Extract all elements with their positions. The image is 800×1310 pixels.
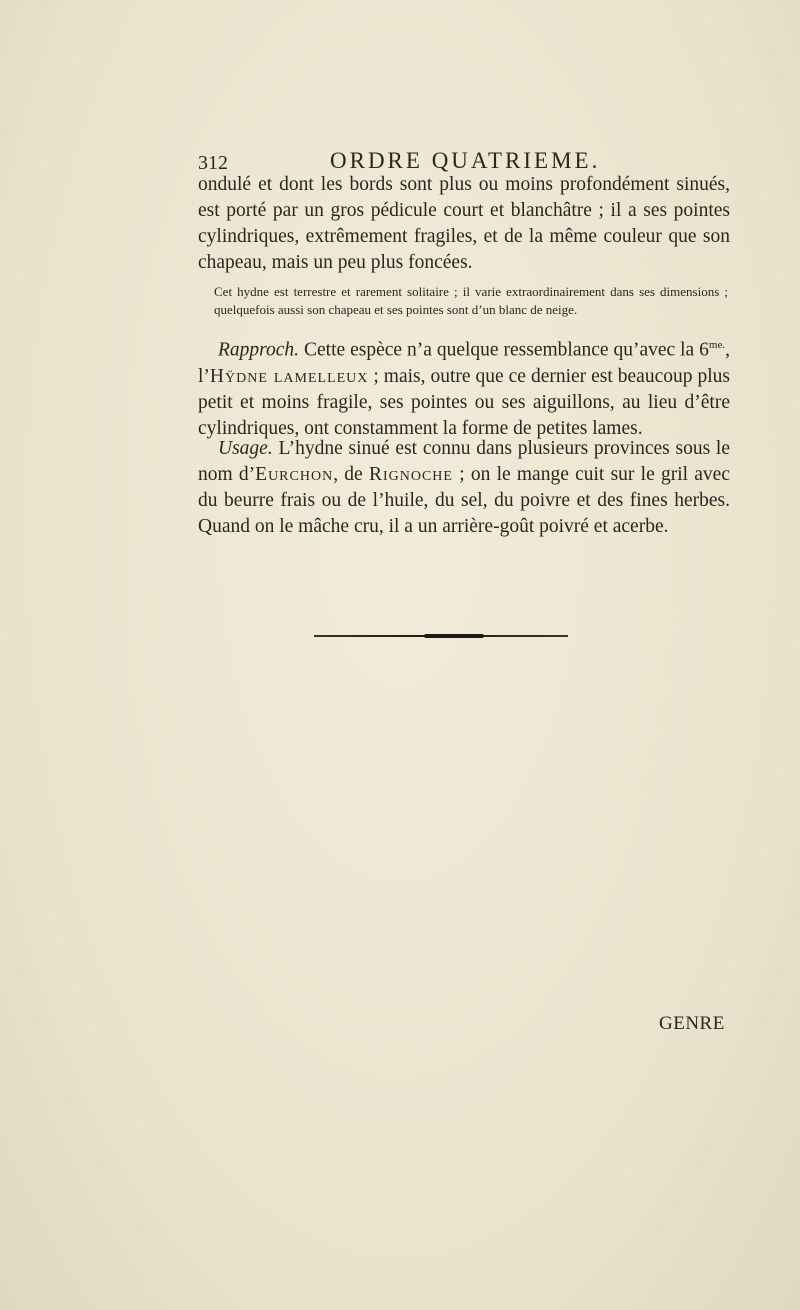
running-title: ORDRE QUATRIEME. xyxy=(330,148,601,173)
rapproch-species-name: Hÿdne lamelleux xyxy=(209,365,369,387)
usage-text-b: , de xyxy=(333,464,369,485)
catchword: GENRE xyxy=(659,1013,725,1034)
paragraph-description: ondulé et dont les bords sont plus ou moins profondément sinués, est porté par un gros pédicule court et blanchâtre ; il a ses pointes cylindriques, extrêmement fragiles, et de la même couleur que son chapeau, mais un peu plus foncées. xyxy=(198,174,730,273)
paragraph-rapproch xyxy=(198,332,730,442)
rapproch-superscript: me. xyxy=(708,339,726,351)
rapproch-label: Rapproch. xyxy=(218,339,300,361)
usage-common-name-2: Rignoche xyxy=(368,464,453,485)
usage-text-c: ; on le mange cuit sur le gril avec du beurre frais ou de l’huile, du sel, du poivre et des fines herbes. Quand on le mâche cru, il a un arrière-goût poivré et acerbe. xyxy=(198,464,730,537)
page-number: 312 xyxy=(198,152,228,174)
section-divider xyxy=(314,635,568,637)
footnote-habitat: Cet hydne est terrestre et rarement solitaire ; il varie extraordinairement dans ses dimensions ; quelquefois aussi son chapeau et ses pointes sont d’un blanc de neige. xyxy=(214,284,728,317)
usage-common-name-1: Eurchon xyxy=(255,464,334,485)
rapproch-text-a: Cette espèce n’a quelque ressemblance qu’avec la 6 xyxy=(299,339,709,361)
paragraph-usage xyxy=(198,436,730,540)
rapproch-text-b: , l’ xyxy=(198,339,730,387)
usage-text-a: L’hydne sinué est connu dans plusieurs provinces sous le nom d’ xyxy=(198,438,730,485)
usage-label: Usage. xyxy=(218,438,273,459)
rapproch-text-c: ; mais, outre que ce dernier est beaucoup plus petit et moins fragile, ses pointes ou ses aiguillons, au lieu d’être cylindriques, ont constamment la forme de petites lames. xyxy=(198,365,730,439)
